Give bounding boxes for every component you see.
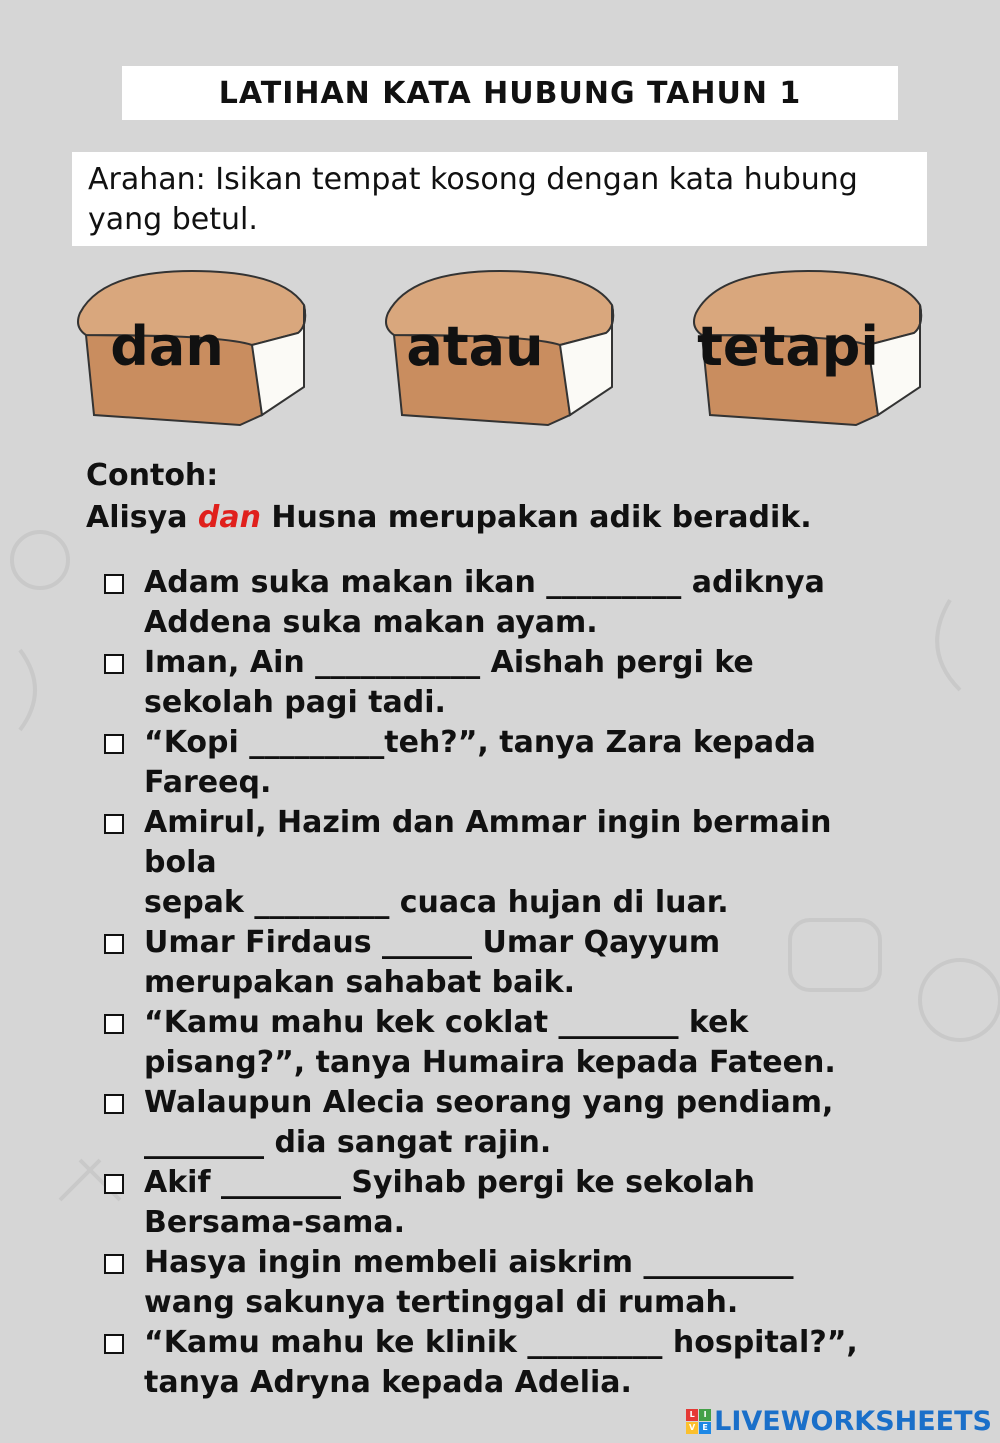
question-item (104, 1083, 904, 1163)
question-line1: “Kopi _________teh?”, tanya Zara kepada (144, 725, 816, 760)
liveworksheets-logo[interactable] (686, 1406, 992, 1437)
word-tetapi: tetapi (697, 315, 879, 378)
question-line2: tanya Adryna kepada Adelia. (144, 1365, 632, 1400)
question-item (104, 1243, 904, 1323)
question-line1: Akif ________ Syihab pergi ke sekolah (144, 1165, 755, 1200)
example-sentence (86, 497, 812, 539)
question-line2: sepak _________ cuaca hujan di luar. (144, 885, 729, 920)
question-list (104, 563, 904, 1403)
logo-mark-icon: L I V E (686, 1409, 711, 1434)
checkbox-icon (104, 814, 124, 834)
question-item (104, 1323, 904, 1403)
question-line1: “Kamu mahu ke klinik _________ hospital?”, (144, 1325, 858, 1360)
question-item (104, 1163, 904, 1243)
question-line1: Adam suka makan ikan _________ adiknya (144, 565, 825, 600)
question-item (104, 923, 904, 1003)
question-item (104, 643, 904, 723)
word-card-tetapi (688, 265, 928, 435)
example-before: Alisya (86, 500, 198, 535)
logo-text: LIVEWORKSHEETS (714, 1406, 992, 1437)
checkbox-icon (104, 934, 124, 954)
example-section (86, 455, 812, 539)
example-label: Contoh: (86, 458, 219, 493)
question-item (104, 1003, 904, 1083)
question-line2: Addena suka makan ayam. (144, 605, 598, 640)
example-highlight: dan (197, 500, 261, 535)
question-item (104, 563, 904, 643)
question-item (104, 803, 904, 923)
checkbox-icon (104, 1254, 124, 1274)
checkbox-icon (104, 574, 124, 594)
question-line1: Iman, Ain ___________ Aishah pergi ke (144, 645, 754, 680)
word-dan: dan (110, 315, 224, 378)
question-line1: “Kamu mahu kek coklat ________ kek (144, 1005, 749, 1040)
checkbox-icon (104, 1174, 124, 1194)
word-card-atau (380, 265, 620, 435)
question-line2: Bersama-sama. (144, 1205, 406, 1240)
worksheet-title: LATIHAN KATA HUBUNG TAHUN 1 (122, 66, 898, 120)
question-line2: merupakan sahabat baik. (144, 965, 576, 1000)
question-item (104, 723, 904, 803)
question-line2: Fareeq. (144, 765, 272, 800)
question-line2: pisang?”, tanya Humaira kepada Fateen. (144, 1045, 836, 1080)
question-line1: Walaupun Alecia seorang yang pendiam, (144, 1085, 834, 1120)
example-after: Husna merupakan adik beradik. (260, 500, 812, 535)
instruction-box: Arahan: Isikan tempat kosong dengan kata hubung yang betul. (72, 152, 927, 246)
question-line2: ________ dia sangat rajin. (144, 1125, 552, 1160)
question-line2: wang sakunya tertinggal di rumah. (144, 1285, 739, 1320)
checkbox-icon (104, 734, 124, 754)
word-atau: atau (406, 315, 544, 378)
checkbox-icon (104, 654, 124, 674)
question-line1: Amirul, Hazim dan Ammar ingin bermain bola (144, 805, 832, 880)
checkbox-icon (104, 1094, 124, 1114)
question-line1: Umar Firdaus ______ Umar Qayyum (144, 925, 721, 960)
checkbox-icon (104, 1334, 124, 1354)
word-card-dan (72, 265, 312, 435)
question-line1: Hasya ingin membeli aiskrim __________ (144, 1245, 794, 1280)
checkbox-icon (104, 1014, 124, 1034)
question-line2: sekolah pagi tadi. (144, 685, 446, 720)
